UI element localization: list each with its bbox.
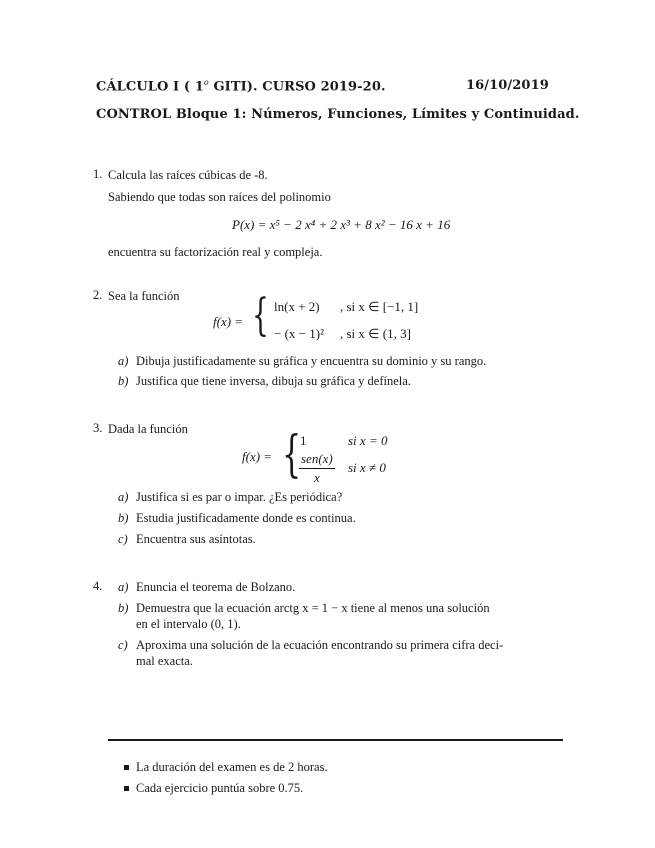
question-1-line2: Sabiendo que todas son raíces del polinomio — [108, 190, 331, 204]
q3-case2-cond: si x ≠ 0 — [348, 460, 386, 475]
q4-item-a-label: a) — [118, 580, 129, 594]
q2-item-b-label: b) — [118, 374, 129, 388]
exam-date: 16/10/2019 — [466, 78, 549, 93]
q2-case2-expr: − (x − 1)² — [274, 326, 324, 341]
question-3-number: 3. — [93, 421, 103, 435]
question-1-number: 1. — [93, 167, 103, 181]
q4-item-c-line1: Aproxima una solución de la ecuación encontrando su primera cifra deci- — [136, 638, 504, 652]
question-1-line1: Calcula las raíces cúbicas de -8. — [108, 168, 268, 182]
polynomial-equation: P(x) = x⁵ − 2 x⁴ + 2 x³ + 8 x² − 16 x + 16 — [232, 217, 451, 232]
q3-item-b-label: b) — [118, 511, 129, 525]
q2-case1-expr: ln(x + 2) — [274, 299, 320, 314]
question-2-intro: Sea la función — [108, 289, 180, 303]
q2-case2-cond: , si x ∈ (1, 3] — [340, 326, 411, 341]
q2-function-lhs: f(x) = — [213, 314, 244, 329]
bullet-icon — [124, 765, 129, 770]
q2-piecewise-brace: { — [252, 290, 269, 341]
note-scoring: Cada ejercicio puntúa sobre 0.75. — [136, 781, 304, 795]
q3-case1-cond: si x = 0 — [348, 433, 388, 448]
q3-piecewise-brace: { — [282, 425, 302, 483]
q2-item-b-text: Justifica que tiene inversa, dibuja su gráfica y defínela. — [136, 374, 411, 388]
q3-item-a-label: a) — [118, 490, 129, 504]
question-2-number: 2. — [93, 288, 103, 302]
exam-subtitle: CONTROL Bloque 1: Números, Funciones, Límites y Continuidad. — [96, 107, 580, 122]
footer-divider — [108, 739, 563, 741]
q3-item-a-text: Justifica si es par o impar. ¿Es periódica? — [136, 490, 343, 504]
question-4-number: 4. — [93, 579, 103, 593]
q4-item-b-line2: en el intervalo (0, 1). — [136, 617, 241, 631]
question-1-line3: encuentra su factorización real y compleja. — [108, 245, 323, 259]
bullet-icon — [124, 786, 129, 791]
q3-function-lhs: f(x) = — [242, 449, 273, 464]
q4-item-b-label: b) — [118, 601, 129, 615]
note-duration: La duración del examen es de 2 horas. — [136, 760, 328, 774]
q4-item-c-label: c) — [118, 638, 128, 652]
q3-case1-expr: 1 — [300, 433, 307, 448]
q4-item-c-line2: mal exacta. — [136, 654, 193, 668]
q3-item-b-text: Estudia justificadamente donde es continua. — [136, 511, 356, 525]
exam-title: CÁLCULO I ( 1$^o$ GITI). CURSO 2019-20. — [96, 78, 386, 95]
q2-item-a-text: Dibuja justificadamente su gráfica y encuentra su dominio y su rango. — [136, 354, 487, 368]
q3-item-c-label: c) — [118, 532, 128, 546]
q4-item-b-line1: Demuestra que la ecuación arctg x = 1 − x tiene al menos una solución — [136, 601, 490, 615]
q2-item-a-label: a) — [118, 354, 129, 368]
q3-case2-fraction: $\frac{\text{sen(x)}}{x}$ — [301, 451, 333, 485]
q3-item-c-text: Encuentra sus asíntotas. — [136, 532, 256, 546]
question-3-intro: Dada la función — [108, 422, 188, 436]
q2-case1-cond: , si x ∈ [−1, 1] — [340, 299, 419, 314]
q4-item-a-text: Enuncia el teorema de Bolzano. — [136, 580, 296, 594]
